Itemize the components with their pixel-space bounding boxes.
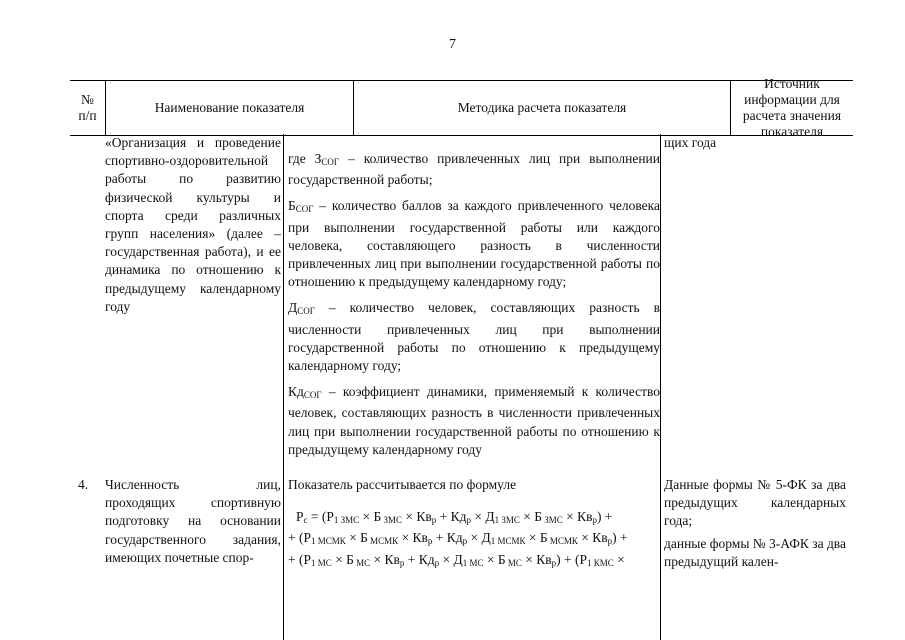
- row4-name: Численность лиц, проходящих спортивную подготовку на основании государственного задания, имеющих почетные спор-: [105, 477, 281, 565]
- row4-num: 4.: [78, 477, 89, 492]
- header-name-label: Наименование показателя: [154, 100, 305, 115]
- row4-source-2: данные формы № 3-АФК за два предыдущий кален-: [664, 535, 846, 569]
- header-num: [70, 81, 105, 135]
- row3-para-4: $Кд_{СОГ}$ – коэффициент динамики, применяемый к количество человек, составляющих разность в численности привлеченных лиц при выполнении государственной работы по отношению к предыдущему календарному году: [288, 384, 660, 457]
- row3-para-1: где $З_{СОГ}$ – количество привлеченных лиц при выполнении государственной работы;: [288, 151, 660, 188]
- row4-formula-line-3: + ($Р_{1 МС} \times Б$ $_{МС} \times Кв_р + Кд_р \times Д_{1 МС} \times Б$ $_{МС} \times Кв_р) + (Р_{1 КМС}$ ×: [288, 551, 625, 568]
- page-number: 7: [449, 37, 456, 52]
- header-method: [353, 81, 730, 135]
- column-divider: [283, 134, 284, 640]
- row3-para-2: $Б_{СОГ}$ – количество баллов за каждого привлеченного человека при выполнении государственной работы или каждого человека, составляющего разность в численности привлеченных лиц при выполнении государственной работы по отношению к предыдущему календарному году;: [288, 198, 660, 290]
- row3-name: «Организация и проведение спортивно-оздоровительной работы по развитию физической культуры и спорта среди различных групп населения» (далее – государственная работа), и ее динамика по отношению к предыдущему календарному году: [105, 135, 281, 314]
- header-num-label: № п/п: [78, 92, 97, 123]
- row4-source: [664, 476, 846, 571]
- table-header: [70, 76, 853, 139]
- row4-source-1: Данные формы № 5-ФК за два предыдущих календарных года;: [664, 477, 846, 529]
- row4-method-intro: Показатель рассчитывается по формуле: [288, 477, 517, 492]
- row3-para-3: $Д_{СОГ}$ – количество человек, составляющих разность в численности привлеченных лиц при выполнении государственной работы по отношению к предыдущему календарному году;: [288, 300, 660, 374]
- row4-formula-line-2: + ($Р_{1 МСМК} \times Б$ $_{МСМК} \times Кв_р + Кд_р \times Д_{1 МСМК} \times Б$ $_{МСМК} \times Кв_р$) +: [288, 530, 628, 547]
- row4-formula-line-1: $Р_с = (Р_{1 ЗМС} \times Б$ $_{ЗМС} \times Кв_р + Кд_р \times Д_{1 ЗМС} \times Б$ $_{ЗМС} \times Кв_р$) +: [296, 509, 613, 526]
- header-source-label: Источник информации для расчета значения показателя: [742, 76, 842, 139]
- header-source: [730, 76, 853, 139]
- header-method-label: Методика расчета показателя: [457, 100, 627, 115]
- row3-source: щих года: [664, 135, 717, 150]
- row3-method: [288, 150, 660, 459]
- row4-method: [288, 476, 660, 572]
- header-name: [105, 81, 353, 135]
- column-divider: [660, 134, 661, 640]
